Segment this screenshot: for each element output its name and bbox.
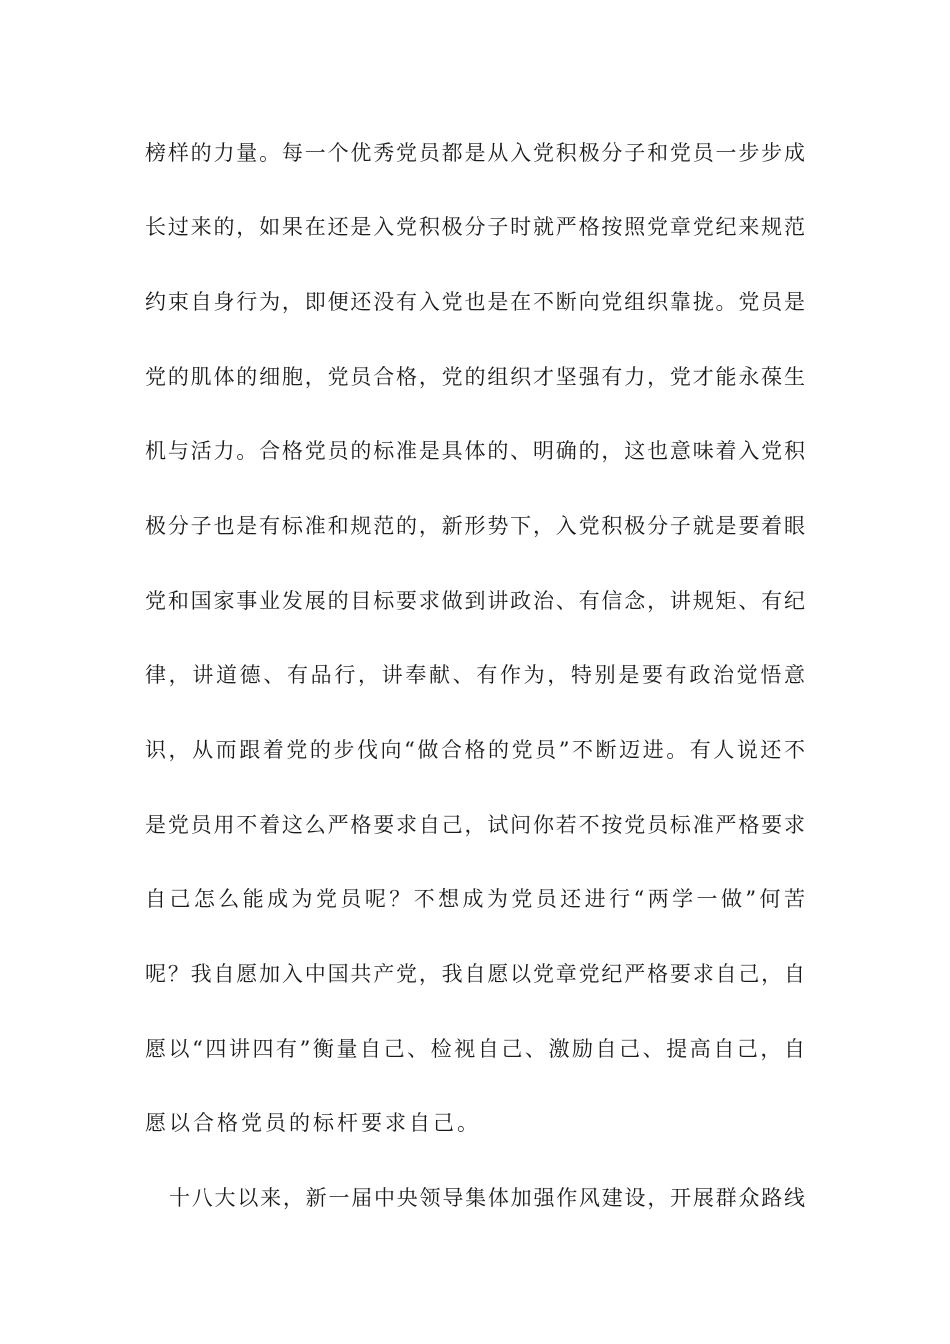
- text-line-12: 呢？我自愿加入中国共产党，我自愿以党章党纪严格要求自己，自: [145, 962, 805, 986]
- text-line-4: 党的肌体的细胞，党员合格，党的组织才坚强有力，党才能永葆生: [145, 365, 805, 389]
- text-line-7: 党和国家事业发展的目标要求做到讲政治、有信念，讲规矩、有纪: [145, 589, 805, 613]
- text-line-11: 自己怎么能成为党员呢？不想成为党员还进行“两学一做”何苦: [145, 887, 805, 911]
- text-line-15: 十八大以来，新一届中央领导集体加强作风建设，开展群众路线: [169, 1186, 805, 1210]
- text-line-13: 愿以“四讲四有”衡量自己、检视自己、激励自己、提高自己，自: [145, 1037, 805, 1061]
- text-line-10: 是党员用不着这么严格要求自己，试问你若不按党员标准严格要求: [145, 813, 805, 837]
- text-line-14: 愿以合格党员的标杆要求自己。: [145, 1111, 481, 1135]
- text-line-9: 识，从而跟着党的步伐向“做合格的党员”不断迈进。有人说还不: [145, 738, 805, 762]
- text-line-2: 长过来的，如果在还是入党积极分子时就严格按照党章党纪来规范: [145, 215, 805, 239]
- text-line-6: 极分子也是有标准和规范的，新形势下，入党积极分子就是要着眼: [145, 514, 805, 538]
- text-line-5: 机与活力。合格党员的标准是具体的、明确的，这也意味着入党积: [145, 439, 805, 463]
- text-line-8: 律，讲道德、有品行，讲奉献、有作为，特别是要有政治觉悟意: [145, 663, 805, 687]
- text-line-3: 约束自身行为，即便还没有入党也是在不断向党组织靠拢。党员是: [145, 290, 805, 314]
- text-line-1: 榜样的力量。每一个优秀党员都是从入党积极分子和党员一步步成: [145, 141, 805, 165]
